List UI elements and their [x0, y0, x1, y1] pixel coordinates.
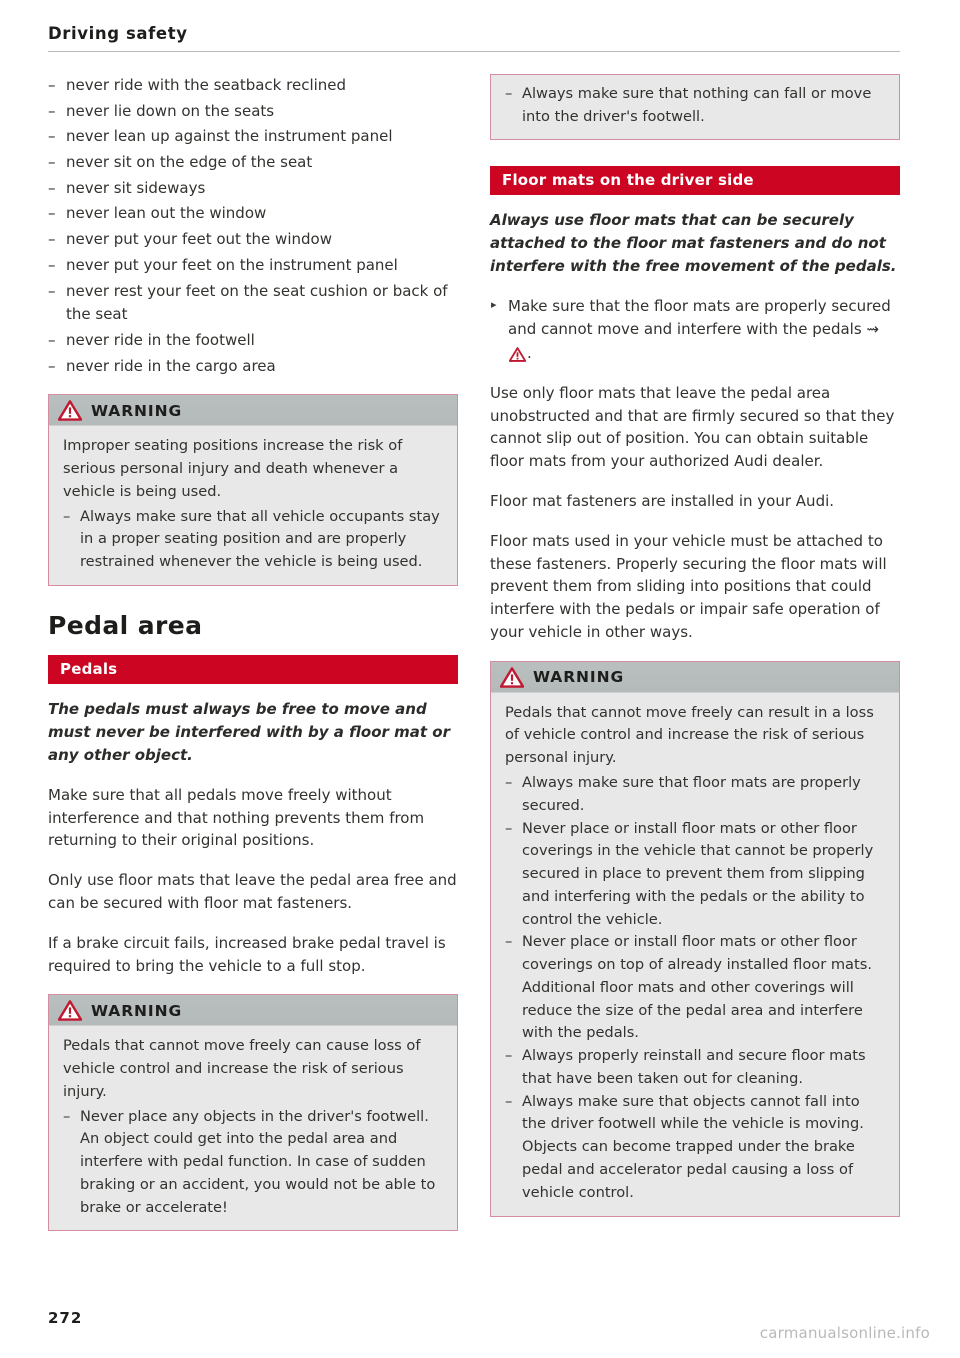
list-item — [48, 177, 458, 201]
list-item — [63, 506, 443, 574]
warning-box-seating — [48, 394, 458, 586]
page-number: 272 — [48, 1309, 83, 1327]
list-item-label: Always make sure that all vehicle occupants stay in a proper seating position and are properly restrained whenever the vehicle is being used. — [80, 507, 440, 571]
list-item-label: never lean out the window — [66, 204, 267, 223]
list-item-label: never lean up against the instrument panel — [66, 127, 393, 146]
list-item — [48, 151, 458, 175]
list-item — [48, 125, 458, 149]
warning-label: WARNING — [91, 401, 183, 420]
warning-triangle-icon — [58, 400, 82, 421]
pedals-paragraph-1: Make sure that all pedals move freely without interference and that nothing prevents them from returning to their original positions. — [48, 785, 425, 850]
floor-mats-paragraph-1: Use only floor mats that leave the pedal area unobstructed and that are firmly secured so that they cannot slip out of position. You can obtain suitable floor mats from your authorized Audi dealer. — [490, 383, 895, 471]
pedals-paragraph-3: If a brake circuit fails, increased brake pedal travel is required to bring the vehicle to a full stop. — [48, 933, 446, 975]
left-column — [48, 74, 458, 1249]
floor-mats-action-list — [490, 295, 900, 366]
dash-bullet-icon: – — [505, 1092, 513, 1110]
dash-bullet-icon: – — [505, 819, 513, 837]
warning-paragraph: Pedals that cannot move freely can result in a loss of vehicle control and increase the risk of serious personal injury. — [505, 703, 874, 767]
dash-bullet-icon: – — [505, 85, 513, 102]
list-item-label: never put your feet out the window — [66, 230, 332, 249]
list-item-label: Never place or install floor mats or other floor coverings in the vehicle that cannot be properly secured in place to prevent them from slipping and interfering with the pedals or the ability to control the vehicle. — [522, 819, 874, 928]
dash-bullet-icon: – — [48, 330, 56, 349]
dash-bullet-icon: – — [48, 356, 56, 375]
floor-mats-paragraph-3: Floor mats used in your vehicle must be attached to these fasteners. Properly securing the floor mats will prevent them from sliding into positions that could interfere with the pedals or impair safe operation of your vehicle in other ways. — [490, 531, 887, 641]
warning-body — [491, 693, 899, 1216]
list-item — [48, 74, 458, 98]
note-bullets — [505, 83, 885, 129]
dash-bullet-icon: – — [48, 76, 56, 94]
list-item — [505, 931, 885, 1045]
warning-bullets — [63, 1106, 443, 1220]
list-item-label: never sit sideways — [66, 178, 206, 197]
list-item — [505, 772, 885, 818]
action-list-item — [490, 295, 900, 366]
list-item — [48, 100, 458, 124]
dash-bullet-icon: – — [505, 774, 513, 791]
warning-header — [49, 995, 457, 1026]
list-item — [48, 329, 458, 353]
list-item — [48, 228, 458, 252]
dash-bullet-icon: – — [48, 230, 56, 249]
list-item — [48, 254, 458, 278]
dash-bullet-icon: – — [48, 178, 56, 197]
warning-label: WARNING — [91, 1001, 183, 1020]
warning-body — [49, 1026, 457, 1230]
section-bar-floor-mats: Floor mats on the driver side — [490, 166, 900, 196]
dash-bullet-icon: – — [48, 127, 56, 146]
list-item-label: never ride in the cargo area — [66, 356, 276, 375]
list-item — [48, 202, 458, 226]
warning-triangle-icon — [509, 347, 526, 362]
warning-triangle-icon — [500, 667, 524, 688]
floor-mats-lead-paragraph: Always use floor mats that can be securely attached to the floor mat fasteners and do not interfere with the free movement of the pedals. — [490, 211, 897, 275]
warning-header — [49, 395, 457, 426]
dash-bullet-icon: – — [505, 1047, 513, 1065]
dash-bullet-icon: – — [63, 1107, 71, 1125]
warning-bullets — [63, 506, 443, 574]
list-item-label: never sit on the edge of the seat — [66, 153, 313, 172]
warning-box-pedals — [48, 994, 458, 1231]
list-item-label: Always make sure that floor mats are properly secured. — [522, 774, 861, 814]
header-rule — [48, 51, 900, 52]
note-body — [491, 75, 899, 139]
dash-bullet-icon: – — [48, 281, 56, 300]
pedals-paragraph-2: Only use floor mats that leave the pedal area free and can be secured with floor mat fasteners. — [48, 871, 457, 912]
floor-mats-paragraph-2: Floor mat fasteners are installed in your Audi. — [490, 491, 835, 510]
list-item-label: never put your feet on the instrument panel — [66, 255, 398, 274]
warning-box-floor-mats — [490, 661, 900, 1217]
page-title: Driving safety — [48, 24, 188, 43]
action-text: Make sure that the floor mats are properly secured and cannot move and interfere with the pedals — [508, 296, 891, 339]
dash-bullet-icon: – — [48, 204, 56, 223]
pedals-lead-paragraph: The pedals must always be free to move and must never be interfered with by a floor mat or any other object. — [48, 700, 451, 764]
right-column — [490, 74, 900, 1235]
warning-triangle-icon — [58, 1000, 82, 1021]
page-header — [48, 24, 900, 52]
list-item-label: Always make sure that objects cannot fall into the driver footwell while the vehicle is moving. Objects can become trapped under the brake pedal and accelerator pedal causing a loss of vehicle control. — [522, 1092, 864, 1201]
dash-bullet-icon: – — [48, 101, 56, 120]
list-item — [48, 280, 458, 327]
list-item — [48, 355, 458, 379]
list-item-label: Never place or install floor mats or other floor coverings on top of already installed floor mats. Additional floor mats and other coverings will reduce the size of the pedal area and interfere with the pedals. — [522, 933, 872, 1042]
list-item-label: Always make sure that nothing can fall or move into the driver's footwell. — [522, 85, 872, 125]
warning-header — [491, 662, 899, 693]
list-item-label: never lie down on the seats — [66, 101, 275, 120]
list-item-label: Never place any objects in the driver's footwell. An object could get into the pedal area and interfere with pedal function. In case of sudden braking or an accident, you would not be able to brake or accelerate! — [80, 1107, 436, 1216]
list-item — [63, 1106, 443, 1220]
warning-paragraph: Pedals that cannot move freely can cause loss of vehicle control and increase the risk of serious injury. — [63, 1037, 421, 1100]
list-item-label: never ride in the footwell — [66, 330, 255, 349]
warning-label: WARNING — [533, 668, 625, 687]
list-item — [505, 1091, 885, 1205]
arrow-bullet-icon: ▸ — [491, 297, 497, 311]
dash-bullet-icon: – — [48, 255, 56, 274]
list-item — [505, 818, 885, 932]
dash-bullet-icon: – — [63, 507, 71, 525]
dash-bullet-icon: – — [48, 153, 56, 172]
note-box-continued — [490, 74, 900, 140]
dash-bullet-icon: – — [505, 933, 513, 951]
list-item-label: never ride with the seatback reclined — [66, 76, 347, 94]
seating-rules-list — [48, 74, 458, 378]
list-item — [505, 83, 885, 129]
list-item-label: Always properly reinstall and secure floor mats that have been taken out for cleaning. — [522, 1047, 866, 1087]
watermark: carmanualsonline.info — [759, 1324, 930, 1342]
section-bar-pedals: Pedals — [48, 655, 458, 685]
warning-bullets — [505, 772, 885, 1205]
warning-body — [49, 426, 457, 585]
list-item-label: never rest your feet on the seat cushion or back of the seat — [66, 281, 448, 324]
action-text-suffix: . — [527, 344, 532, 363]
warning-paragraph: Improper seating positions increase the risk of serious personal injury and death whenever a vehicle is being used. — [63, 437, 403, 500]
cross-reference-arrow-icon: ⇝ — [866, 320, 879, 339]
content-columns — [48, 74, 900, 1249]
chapter-heading: Pedal area — [48, 610, 203, 640]
list-item — [505, 1045, 885, 1091]
